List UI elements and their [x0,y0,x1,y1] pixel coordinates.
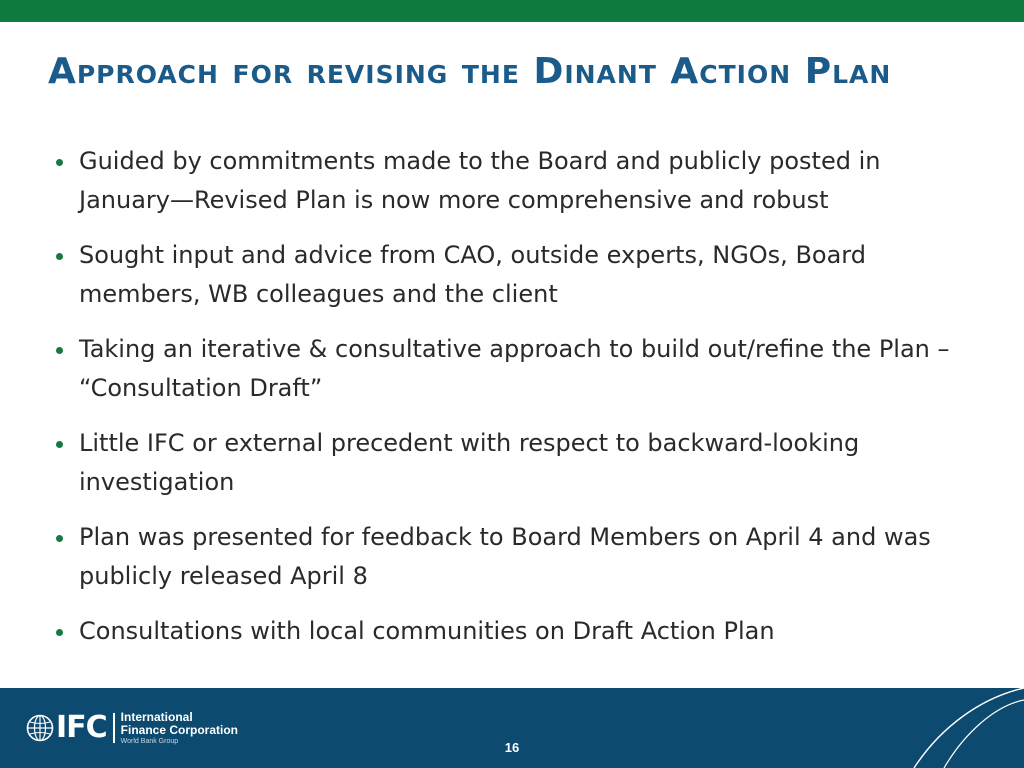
page-number: 16 [504,740,520,755]
bullet-dot-icon [56,535,63,542]
bullet-text: Little IFC or external precedent with respect to backward-looking investigation [79,429,860,496]
bullet-item [50,518,970,596]
org-line-1: International [120,709,193,724]
bullet-item [50,142,970,220]
org-line-3: World Bank Group [120,737,179,745]
slide-title: Approach for revising the Dinant Action Plan [48,51,892,92]
bullet-text: Consultations with local communities on Draft Action Plan [79,617,775,645]
bullet-text: Taking an iterative & consultative approach to build out/refine the Plan – “Consultation Draft” [79,335,950,402]
bullet-text: Guided by commitments made to the Board and publicly posted in January—Revised Plan is now more comprehensive and robust [79,147,881,214]
globe-icon [26,714,54,742]
bullet-dot-icon [56,347,63,354]
bullet-text: Sought input and advice from CAO, outside experts, NGOs, Board members, WB colleagues and the client [79,241,866,308]
top-accent-bar [0,0,1024,22]
bullet-dot-icon [56,159,63,166]
footer-bar [0,688,1024,768]
bullet-dot-icon [56,441,63,448]
org-line-2: Finance Corporation [120,722,239,737]
bullet-text: Plan was presented for feedback to Board Members on April 4 and was publicly released April 8 [79,523,931,590]
bullet-item [50,236,970,314]
bullet-item [50,330,970,408]
bullet-dot-icon [56,253,63,260]
decorative-swoosh-lines [900,688,1024,768]
logo-divider [113,713,115,743]
bullet-item [50,612,970,651]
bullet-list [50,142,970,667]
bullet-dot-icon [56,629,63,636]
bullet-item [50,424,970,502]
logo-wordmark: IFC [56,710,107,745]
